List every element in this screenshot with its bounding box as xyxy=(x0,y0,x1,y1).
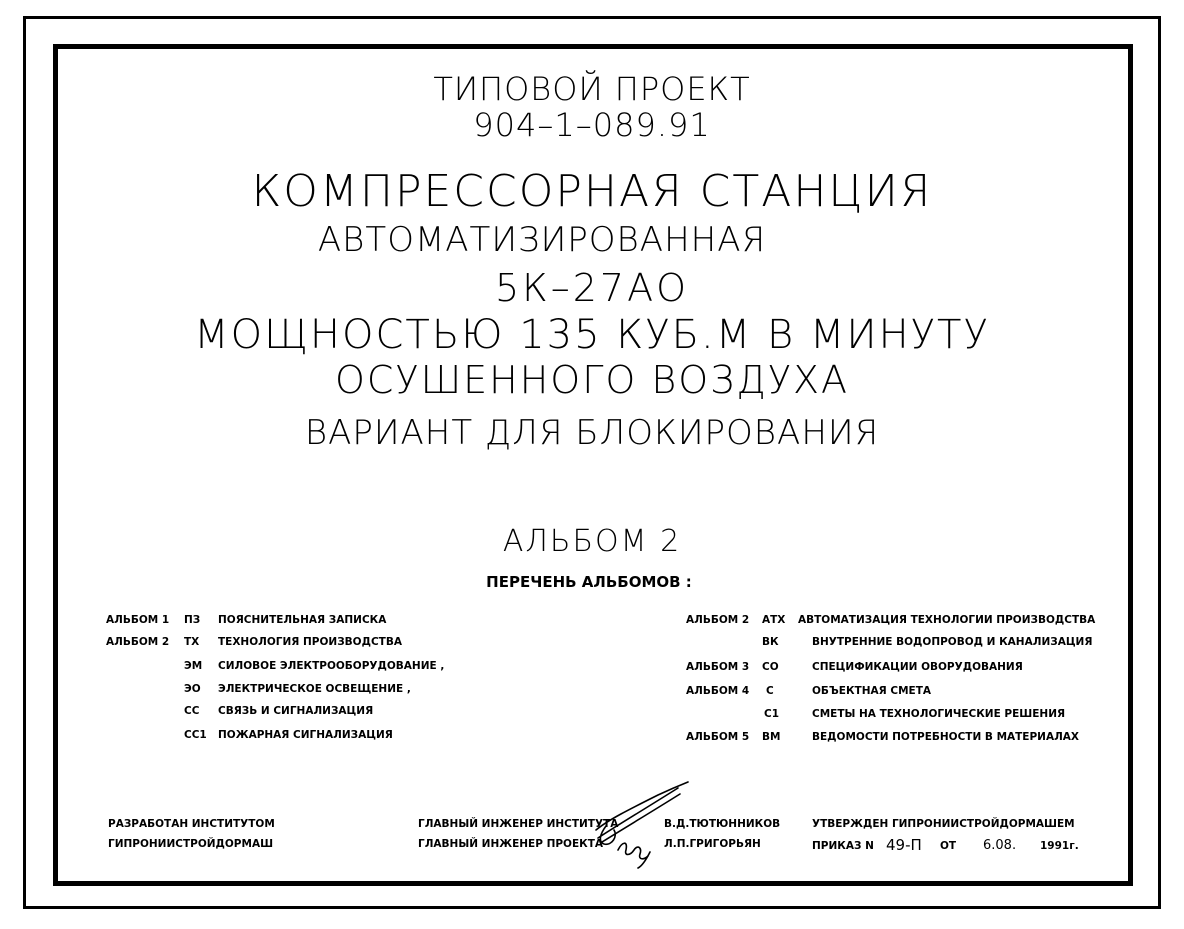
list-item-code: СО xyxy=(762,661,779,673)
album-list-title: ПЕРЕЧЕНЬ АЛЬБОМОВ : xyxy=(486,573,692,591)
order-prefix: ПРИКАЗ N xyxy=(812,840,874,852)
list-item-code: ЭО xyxy=(184,683,201,695)
list-item-code: ПЗ xyxy=(184,614,201,626)
list-item-album: АЛЬБОМ 1 xyxy=(106,614,170,626)
order-year: 1991г. xyxy=(1040,840,1079,852)
list-item-album: АЛЬБОМ 5 xyxy=(686,731,750,743)
list-item-code: ВМ xyxy=(762,731,781,743)
title-automated: АВТОМАТИЗИРОВАННАЯ xyxy=(317,220,767,260)
list-item-title: ПОЖАРНАЯ СИГНАЛИЗАЦИЯ xyxy=(218,729,393,741)
list-item-title: ВНУТРЕННИЕ ВОДОПРОВОД И КАНАЛИЗАЦИЯ xyxy=(812,636,1093,648)
list-item-title: СИЛОВОЕ ЭЛЕКТРООБОРУДОВАНИЕ , xyxy=(218,660,445,672)
list-item-title: ПОЯСНИТЕЛЬНАЯ ЗАПИСКА xyxy=(218,614,387,626)
list-item-title: ВЕДОМОСТИ ПОТРЕБНОСТИ В МАТЕРИАЛАХ xyxy=(812,731,1080,743)
chief-engineer-institute-label: ГЛАВНЫЙ ИНЖЕНЕР ИНСТИТУТА xyxy=(418,818,619,830)
list-item-album: АЛЬБОМ 2 xyxy=(106,636,170,648)
project-type: ТИПОВОЙ ПРОЕКТ xyxy=(433,70,751,108)
album-number: АЛЬБОМ 2 xyxy=(502,524,682,559)
list-item-title: ТЕХНОЛОГИЯ ПРОИЗВОДСТВА xyxy=(218,636,402,648)
title-capacity: МОЩНОСТЬЮ 135 КУБ.М В МИНУТУ xyxy=(194,312,990,358)
order-number: 49-П xyxy=(886,836,922,854)
signatory-name-2: Л.П.ГРИГОРЬЯН xyxy=(664,838,761,850)
developed-by-label: РАЗРАБОТАН ИНСТИТУТОМ xyxy=(108,818,275,830)
list-item-title: СВЯЗЬ И СИГНАЛИЗАЦИЯ xyxy=(218,705,374,717)
developed-by-institute: ГИПРОНИИСТРОЙДОРМАШ xyxy=(108,838,274,850)
signatory-name-1: В.Д.ТЮТЮННИКОВ xyxy=(664,818,781,830)
list-item-album: АЛЬБОМ 3 xyxy=(686,661,750,673)
list-item-title: АВТОМАТИЗАЦИЯ ТЕХНОЛОГИИ ПРОИЗВОДСТВА xyxy=(798,614,1096,626)
list-item-code: СС xyxy=(184,705,200,717)
list-item-code: СС1 xyxy=(184,729,207,741)
project-number: 904–1–089.91 xyxy=(473,106,711,144)
list-item-code: С xyxy=(766,685,774,697)
order-from: ОТ xyxy=(940,840,957,852)
list-item-title: СПЕЦИФИКАЦИИ ОВОРУДОВАНИЯ xyxy=(812,661,1023,673)
title-main: КОМПРЕССОРНАЯ СТАНЦИЯ xyxy=(251,166,933,217)
list-item-code: ВК xyxy=(762,636,779,648)
list-item-title: ЭЛЕКТРИЧЕСКОЕ ОСВЕЩЕНИЕ , xyxy=(218,683,411,695)
approved-by-label: УТВЕРЖДЕН ГИПРОНИИСТРОЙДОРМАШЕМ xyxy=(812,818,1075,830)
title-variant: ВАРИАНТ ДЛЯ БЛОКИРОВАНИЯ xyxy=(304,413,880,453)
title-model: 5К–27АО xyxy=(494,266,690,310)
title-air: ОСУШЕННОГО ВОЗДУХА xyxy=(334,358,850,402)
chief-engineer-project-label: ГЛАВНЫЙ ИНЖЕНЕР ПРОЕКТА xyxy=(418,838,604,850)
list-item-code: АТХ xyxy=(762,614,786,626)
list-item-code: С1 xyxy=(764,708,780,720)
list-item-album: АЛЬБОМ 4 xyxy=(686,685,750,697)
list-item-code: ЭМ xyxy=(184,660,203,672)
list-item-album: АЛЬБОМ 2 xyxy=(686,614,750,626)
order-date: 6.08. xyxy=(983,838,1017,853)
list-item-title: СМЕТЫ НА ТЕХНОЛОГИЧЕСКИЕ РЕШЕНИЯ xyxy=(812,708,1066,720)
list-item-title: ОБЪЕКТНАЯ СМЕТА xyxy=(812,685,931,697)
list-item-code: ТХ xyxy=(184,636,200,648)
